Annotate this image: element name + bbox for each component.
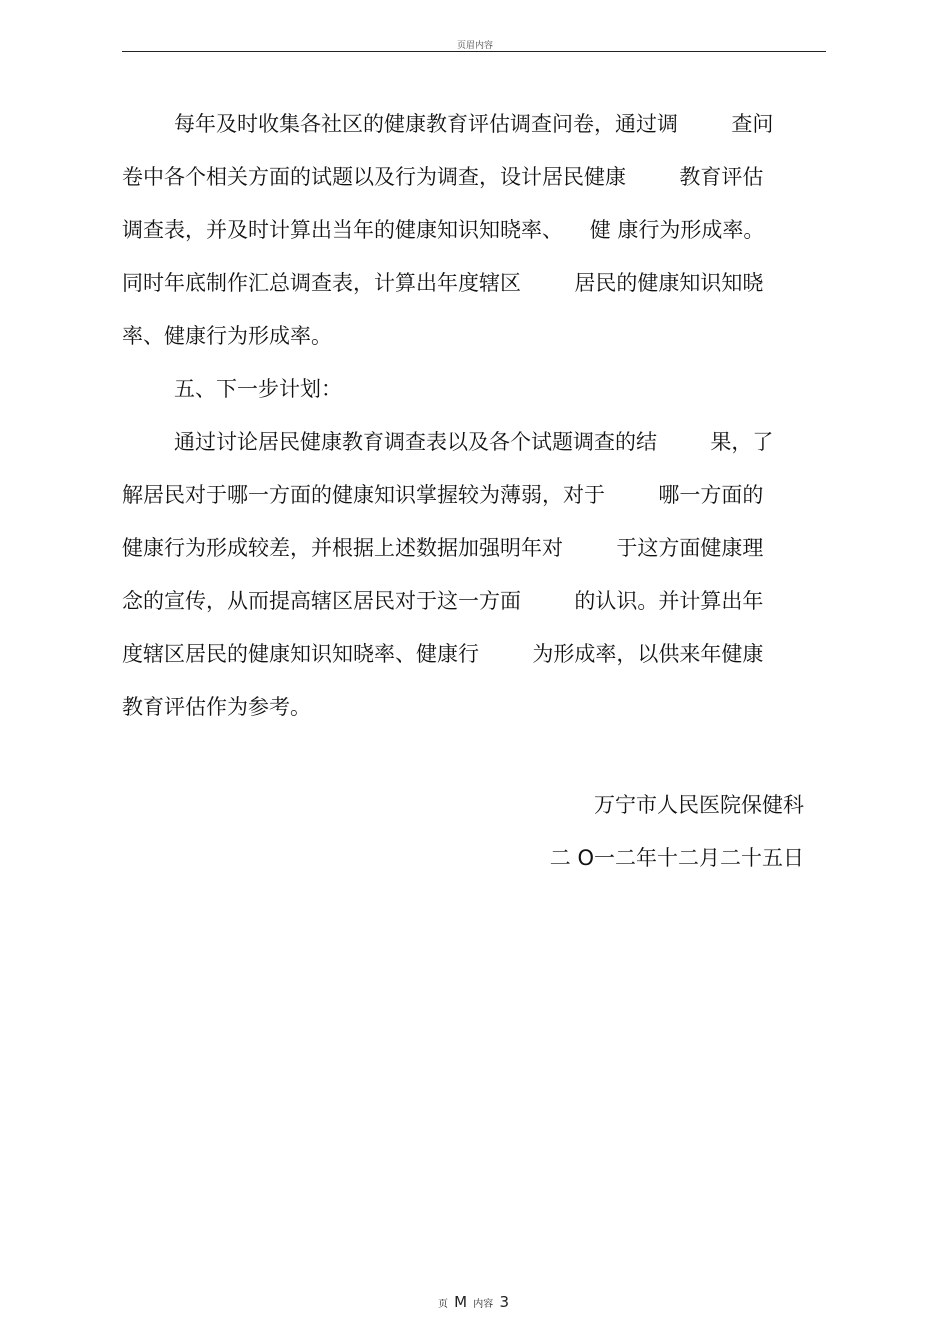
body-line-11: 度辖区居民的健康知识知晓率、健康行 为形成率，以供来年健康	[122, 642, 764, 666]
signature-organization: 万宁市人民医院保健科	[594, 793, 804, 817]
document-body	[122, 98, 822, 734]
body-line-5: 率、健康行为形成率。	[122, 324, 332, 348]
body-line-8: 解居民对于哪一方面的健康知识掌握较为薄弱，对于 哪一方面的	[122, 483, 764, 507]
body-line-9: 健康行为形成较差，并根据上述数据加强明年对 于这方面健康理	[122, 536, 764, 560]
body-line-4: 同时年底制作汇总调查表，计算出年度辖区 居民的健康知识知晓	[122, 271, 764, 295]
header-divider	[122, 51, 826, 52]
footer-letter: M	[454, 1293, 468, 1311]
page-footer	[0, 1294, 950, 1313]
signature-date: 二 O一二年十二月二十五日	[549, 846, 804, 870]
body-line-10: 念的宣传，从而提高辖区居民对于这一方面 的认识。并计算出年	[122, 589, 764, 613]
footer-page-number: 3	[499, 1293, 510, 1311]
section-heading-next-plan: 五、下一步计划：	[174, 377, 342, 401]
body-line-3: 调查表，并及时计算出当年的健康知识知晓率、 健 康行为形成率。	[122, 218, 765, 242]
page-header-text: 页眉内容	[456, 41, 493, 51]
body-line-12: 教育评估作为参考。	[122, 695, 311, 719]
body-line-1: 每年及时收集各社区的健康教育评估调查问卷，通过调 查问	[174, 112, 774, 136]
body-line-7: 通过讨论居民健康教育调查表以及各个试题调查的结 果，了	[174, 430, 774, 454]
footer-middle: 内容	[473, 1299, 494, 1310]
footer-prefix: 页	[437, 1299, 448, 1310]
body-line-2: 卷中各个相关方面的试题以及行为调查，设计居民健康 教育评估	[122, 165, 764, 189]
